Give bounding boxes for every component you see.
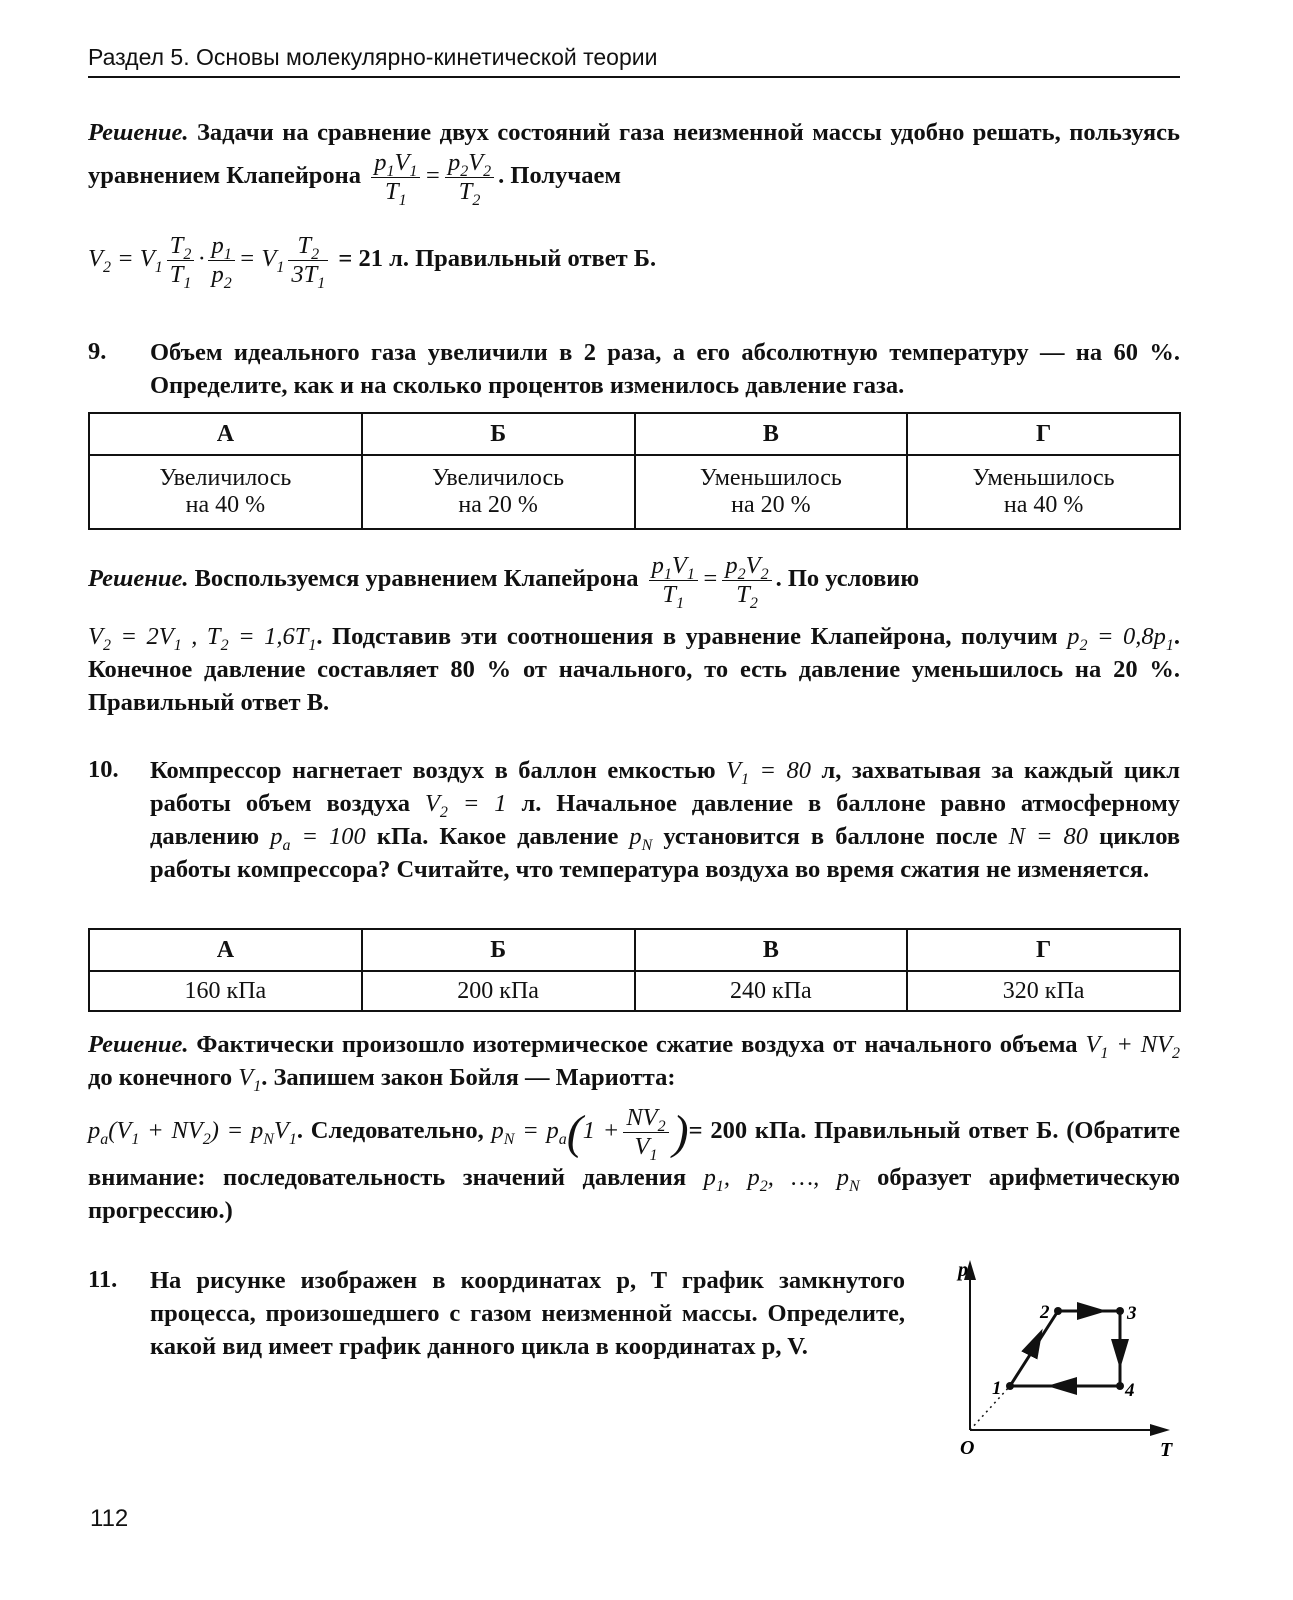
solution-10-formula: $p_а(V_1 + NV_2) = p_NV_1$. Следовательно, $p_N = p_а(1$ + $\frac{NV_2}{V_1}$ )= 200 кПа. Правильный ответ Б. (Обратите внимание: последовательность значений давления $p_1$, $p_2$, …, $p_N$ образует арифметическую прогрессию.): [88, 1104, 1180, 1224]
solution-9-cont: $V_2 = 2V_1$ , $T_2 = 1,6T_1$. Подставив эти соотношения в уравнение Клапейрона, получим $p_2 = 0,8p_1$. Конечное давление составляет 80 % от начального, то есть давление уменьшилось на 20 %. Правильный ответ В.: [88, 623, 1181, 716]
pt-cycle-graph: [940, 1258, 1190, 1468]
section-header: Раздел 5. Основы молекулярно-кинетической теории: [88, 44, 1180, 78]
point-3: [1116, 1307, 1124, 1315]
option-c-header: В: [635, 929, 908, 971]
page-number: 112: [90, 1505, 129, 1532]
point-label-1: 1: [992, 1378, 1002, 1399]
solution-9: Решение. Воспользуемся уравнением Клапейрона $\frac{p_1V_1}{T_1}$ = $\frac{p_2V_2}{T_2}$ . По условию: [88, 552, 920, 612]
cycle-path: [1010, 1311, 1120, 1386]
origin-label: O: [960, 1437, 975, 1459]
extrapolation-line: [970, 1386, 1010, 1430]
point-label-2: 2: [1040, 1302, 1050, 1323]
problem-11-number: 11.: [88, 1266, 118, 1293]
option-a-header: А: [89, 413, 362, 455]
option-b: 200 кПа: [362, 971, 635, 1011]
problem-10-number: 10.: [88, 756, 119, 783]
option-a-header: А: [89, 929, 362, 971]
option-b-header: Б: [362, 413, 635, 455]
option-a: Увеличилось на 40 %: [89, 455, 362, 529]
option-d: Уменьшилось на 40 %: [907, 455, 1180, 529]
point-1: [1006, 1382, 1014, 1390]
option-b-header: Б: [362, 929, 635, 971]
option-c: Уменьшилось на 20 %: [635, 455, 908, 529]
option-b: Увеличилось на 20 %: [362, 455, 635, 529]
clapeyron-formula: $\frac{p_1V_1}{T_1}$: [371, 149, 420, 206]
answer-table-9: [88, 412, 1181, 530]
point-label-3: 3: [1127, 1303, 1137, 1324]
solution-8: Решение. Задачи на сравнение двух состояний газа неизменной массы удобно решать, пользуясь уравнением Клапейрона $\frac{p_1V_1}{T_1}$ = $\frac{p_2V_2}{T_2}$ . Получаем: [88, 119, 1181, 209]
option-d: 320 кПа: [907, 971, 1180, 1011]
problem-10-text: Компрессор нагнетает воздух в баллон емкостью $V_1 = 80$ л, захватывая за каждый цикл работы объем воздуха $V_2 = 1$ л. Начальное давление в баллоне равно атмосферному давлению $p_а = 100$ кПа. Какое давление $p_N$ установится в баллоне после N = 80 циклов работы компрессора? Считайте, что температура воздуха во время сжатия не изменяется.: [150, 757, 1181, 883]
point-label-4: 4: [1125, 1380, 1135, 1401]
solution-label: Решение.: [88, 119, 189, 146]
axis-y-label: p: [958, 1259, 968, 1281]
problem-9-number: 9.: [88, 338, 107, 365]
solution-8-result: $V_2 = V_1$ $\frac{T_2}{T_1}$ · $\frac{p_1}{p_2}$ = $V_1$ $\frac{T_2}{3T_1}$ = 21 л. Правильный ответ Б.: [88, 232, 657, 292]
solution-8-text: Задачи на сравнение двух состояний газа неизменной массы удобно решать, пользуясь уравнением Клапейрона: [88, 119, 1181, 190]
answer-table-10: [88, 928, 1181, 1012]
axis-x-label: T: [1160, 1439, 1173, 1461]
point-2: [1054, 1307, 1062, 1315]
option-a: 160 кПа: [89, 971, 362, 1011]
point-4: [1116, 1382, 1124, 1390]
option-d-header: Г: [907, 929, 1180, 971]
option-d-header: Г: [907, 413, 1180, 455]
problem-9-text: Объем идеального газа увеличили в 2 раза, а его абсолютную температуру — на 60 %. Определите, как и на сколько процентов изменилось давление газа.: [150, 339, 1180, 399]
option-c: 240 кПа: [635, 971, 908, 1011]
option-c-header: В: [635, 413, 908, 455]
problem-11-text: На рисунке изображен в координатах p, T график замкнутого процесса, произошедшего с газом неизменной массы. Определите, какой вид имеет график данного цикла в координатах p, V.: [150, 1267, 905, 1360]
solution-10: Решение. Фактически произошло изотермическое сжатие воздуха от начального объема $V_1 + NV_2$ до конечного $V_1$. Запишем закон Бойля — Мариотта:: [88, 1031, 1181, 1095]
